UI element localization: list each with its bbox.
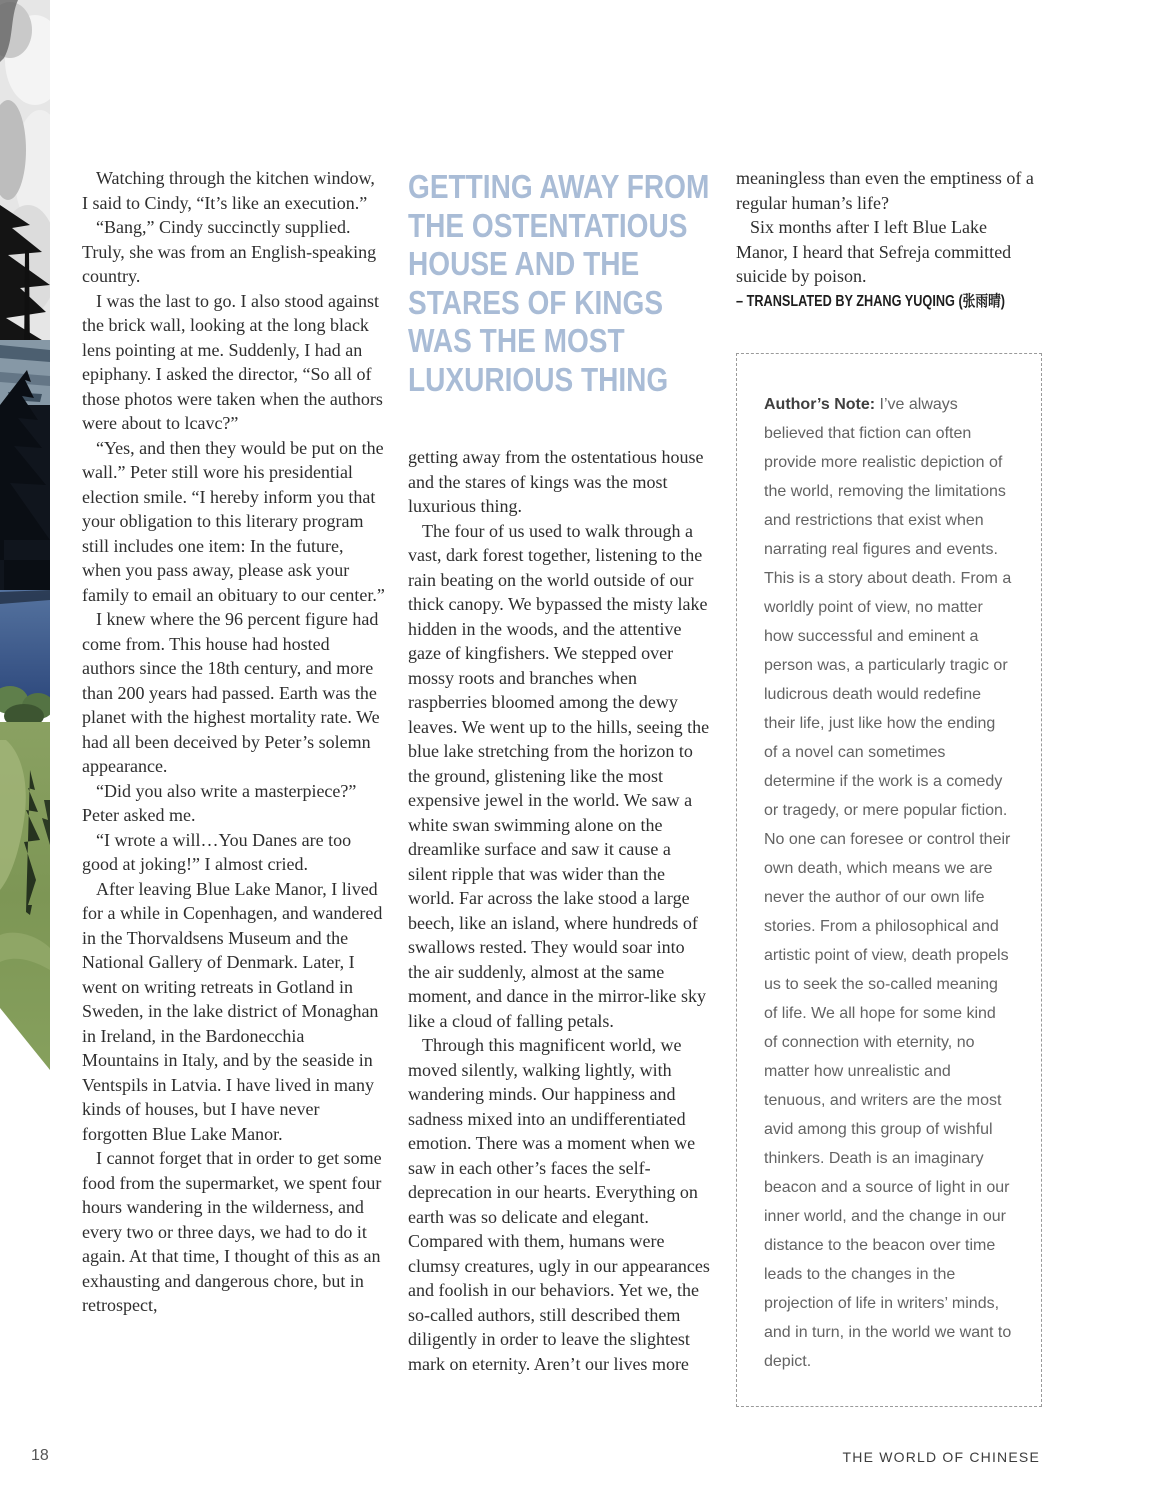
- paragraph: “I wrote a will…You Danes are too good at joking!” I almost cried.: [82, 829, 352, 874]
- column-3-body: [736, 166, 1042, 289]
- pull-quote-line: STARES OF KINGS: [408, 283, 664, 321]
- paragraph: “Bang,” Cindy succinctly supplied. Truly, she was from an English-speaking country.: [82, 217, 377, 286]
- paragraph: The four of us used to walk through a vast, dark forest together, listening to the rain beating on the world outside of our thick canopy. We bypassed the misty lake hidden in the woods, and the attentive gaze of kingfishers. We stepped over mossy roots and branches when raspberries bloomed among the dewy leaves. We went up to the hills, seeing the blue lake stretching from the horizon to the ground, glistening like the most expensive jewel in the world. We saw a white swan swimming alone on the dreamlike surface and saw it cause a silent ripple that was wider than the world. Far across the lake stood a large beech, like an island, where hundreds of swallows rested. They would soar into the air suddenly, almost at the same moment, and dance in the mirror-like sky like a cloud of falling petals.: [408, 520, 710, 1031]
- text-column-2: [408, 168, 711, 1376]
- paragraph: After leaving Blue Lake Manor, I lived for a while in Copenhagen, and wandered in the Thorvaldsens Museum and the National Gallery of Denmark. Later, I went on writing retreats in Gotland in Sweden, in the lake district of Monaghan in Ireland, in the Bardonecchia Mountains in Italy, and by the seaside in Ventspils in Latvia. I have lived in many kinds of houses, but I have never forgotten Blue Lake Manor.: [82, 878, 383, 1144]
- column-2-body: [408, 445, 711, 1376]
- pull-quote-line: THE OSTENTATIOUS: [408, 206, 688, 244]
- paragraph: Through this magnificent world, we moved silently, walking lightly, with wandering minds. Our happiness and sadness mixed into an undifferentiated emotion. There was a moment when we saw in each other’s faces the self-deprecation in our hearts. Everything on earth was so delicate and elegant. Compared with them, humans were clumsy creatures, ugly in our appearances and foolish in our behaviors. Yet we, the so-called authors, still described them diligently in order to leave the slightest mark on eternity. Aren’t our lives more: [408, 1035, 710, 1374]
- page-number: 18: [31, 1447, 49, 1464]
- paragraph: “Yes, and then they would be put on the wall.” Peter still wore his presidential election smile. “I hereby inform you that your obligation to this literary program still includes one item: In the future, when you pass away, please ask your family to email an obituary to our center.”: [82, 437, 385, 605]
- text-column-1: [82, 166, 385, 1318]
- paragraph: meaningless than even the emptiness of a regular human’s life?: [736, 168, 1034, 213]
- pull-quote-line: GETTING AWAY FROM: [408, 168, 710, 205]
- paragraph: I was the last to go. I also stood against the brick wall, looking at the long black lens pointing at me. Suddenly, I had an epiphany. I asked the director, “So all of those photos were taken when the authors were about to lcavc?”: [82, 290, 383, 433]
- paragraph: I knew where the 96 percent figure had come from. This house had hosted authors since the 18th century, and more than 200 years had passed. Earth was the planet with the highest mortality rate. We had all been deceived by Peter’s solemn appearance.: [82, 609, 380, 776]
- paragraph: “Did you also write a masterpiece?” Peter asked me.: [82, 780, 357, 825]
- authors-note-box: [736, 353, 1042, 1407]
- pull-quote-line: LUXURIOUS THING: [408, 360, 669, 398]
- magazine-name: THE WORLD OF CHINESE: [842, 1449, 1040, 1465]
- landscape-illustration: [0, 0, 50, 1070]
- pull-quote-heading: [408, 168, 710, 399]
- paragraph: Six months after I left Blue Lake Manor, I heard that Sefreja committed suicide by poison.: [736, 217, 1012, 286]
- text-column-3: [736, 166, 1042, 1407]
- paragraph: I cannot forget that in order to get some food from the supermarket, we spent four hours wandering in the wilderness, and every two or three days, we had to do it again. At that time, I thought of this as an exhausting and dangerous chore, but in retrospect,: [82, 1148, 382, 1315]
- translated-by-credit: – TRANSLATED BY ZHANG YUQING (张雨晴): [736, 292, 1006, 310]
- paragraph: getting away from the ostentatious house and the stares of kings was the most luxurious thing.: [408, 447, 704, 516]
- pull-quote-line: HOUSE AND THE: [408, 245, 640, 282]
- paragraph: Watching through the kitchen window, I said to Cindy, “It’s like an execution.”: [82, 168, 375, 213]
- pull-quote-line: WAS THE MOST: [408, 322, 625, 359]
- left-illustration: [0, 0, 50, 1070]
- authors-note-label: Author’s Note:: [764, 395, 876, 413]
- authors-note-text: I’ve always believed that fiction can often provide more realistic depiction of the world, removing the limitations and restrictions that exist when narrating real figures and events. This is a story about death. From a worldly point of view, no matter how successful and eminent a person was, a particularly tragic or ludicrous death would redefine their life, just like how the ending of a novel can sometimes determine if the work is a comedy or tragedy, or mere popular fiction. No one can foresee or control their own death, which means we are never the author of our own life stories. From a philosophical and artistic point of view, death propels us to seek the so-called meaning of life. We all hope for some kind of connection with eternity, no matter how unrealistic and tenuous, and writers are the most avid among this group of wishful thinkers. Death is an imaginary beacon and a source of light in our inner world, and the change in our distance to the beacon over time leads to the changes in the projection of life in writers’ minds, and in turn, in the world we want to depict.: [764, 395, 1012, 1370]
